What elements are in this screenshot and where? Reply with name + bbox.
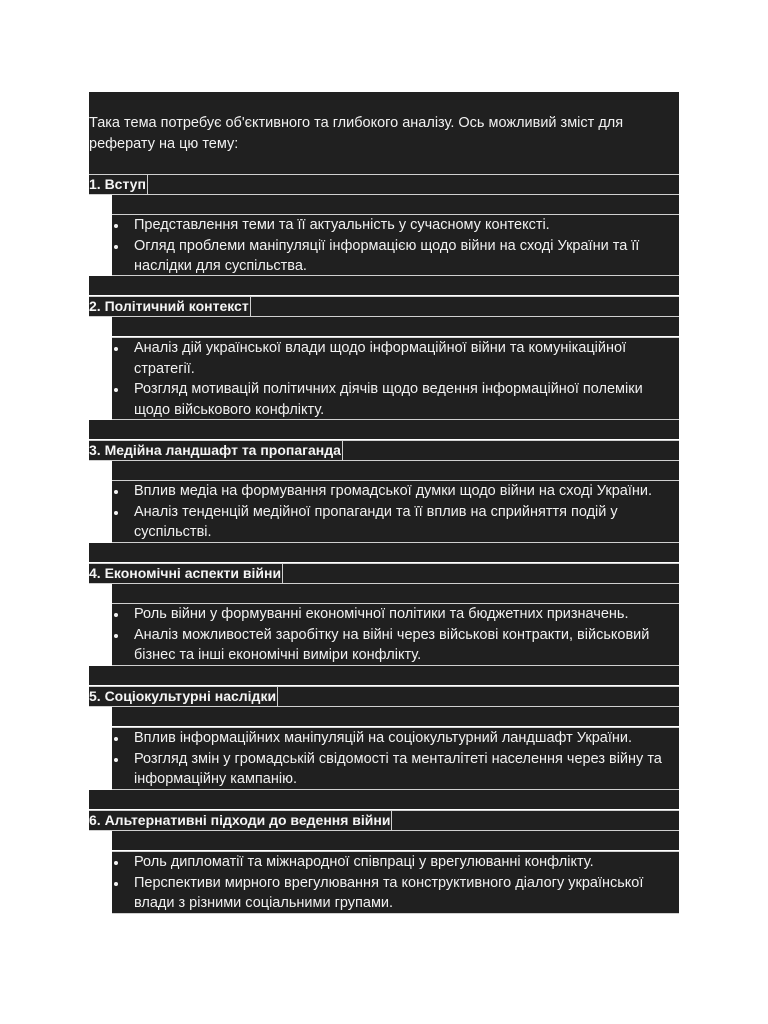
list-item: Аналіз можливостей заробітку на війні через військові контракти, військовий бізнес та інші економічні виміри конфлікту. [112,625,679,666]
list-item: Аналіз тенденцій медійної пропаганди та її вплив на сприйняття подій у суспільстві. [112,502,679,543]
list-item: Розгляд змін у громадській свідомості та менталітеті населення через війну та інформаційну кампанію. [112,749,679,790]
section-heading-row-1 [89,174,679,195]
list-item: Роль війни у формуванні економічної політики та бюджетних призначень. [112,604,679,625]
spacer-3 [112,461,679,480]
bullet-icon [114,347,118,351]
section-heading-2: 2. Політичний контекст [89,296,251,317]
section-heading-row-2 [89,296,679,317]
bullet-icon [114,224,118,228]
list-item: Огляд проблеми маніпуляції інформацією щодо війни на сході України та її наслідки для суспільства. [112,236,679,277]
spacer-4 [112,584,679,603]
spacer-2 [112,317,679,336]
section-list-2 [112,337,679,420]
section-list-4 [112,603,679,666]
section-heading-3: 3. Медійна ландшафт та пропаганда [89,440,343,461]
section-heading-1: 1. Вступ [89,174,148,195]
section-list-3 [112,480,679,543]
spacer-6 [112,831,679,850]
list-item: Вплив інформаційних маніпуляцій на соціокультурний ландшафт України. [112,728,679,749]
spacer-5 [112,707,679,726]
section-heading-row-6 [89,810,679,831]
section-heading-4: 4. Економічні аспекти війни [89,563,283,584]
bullet-icon [114,882,118,886]
bullet-icon [114,634,118,638]
section-list-1 [112,214,679,276]
spacer-3b [89,543,679,562]
bullet-icon [114,245,118,249]
spacer-4b [89,666,679,685]
section-heading-row-4 [89,563,679,584]
spacer-1b [89,276,679,295]
bullet-icon [114,861,118,865]
section-heading-row-5 [89,686,679,707]
spacer-1 [112,195,679,214]
document-body [89,92,679,914]
spacer-2b [89,420,679,439]
section-list-6 [112,851,679,914]
intro-paragraph: Така тема потребує об'єктивного та глибокого аналізу. Ось можливий зміст для реферату на цю тему: [89,115,624,152]
list-item: Представлення теми та її актуальність у сучасному контексті. [112,215,679,236]
section-heading-6: 6. Альтернативні підходи до ведення війни [89,810,392,831]
section-heading-row-3 [89,440,679,461]
bullet-icon [114,511,118,515]
list-item: Роль дипломатії та міжнародної співпраці у врегулюванні конфлікту. [112,852,679,873]
bullet-icon [114,737,118,741]
list-item: Аналіз дій української влади щодо інформаційної війни та комунікаційної стратегії. [112,338,679,379]
section-list-5 [112,727,679,790]
list-item: Розгляд мотивацій політичних діячів щодо ведення інформаційної полеміки щодо військового конфлікту. [112,379,679,420]
section-heading-5: 5. Соціокультурні наслідки [89,686,278,707]
bullet-icon [114,613,118,617]
bullet-icon [114,388,118,392]
bullet-icon [114,490,118,494]
spacer-5b [89,790,679,809]
bullet-icon [114,758,118,762]
list-item: Перспективи мирного врегулювання та конструктивного діалогу української влади з різними соціальними групами. [112,873,679,914]
list-item: Вплив медіа на формування громадської думки щодо війни на сході України. [112,481,679,502]
